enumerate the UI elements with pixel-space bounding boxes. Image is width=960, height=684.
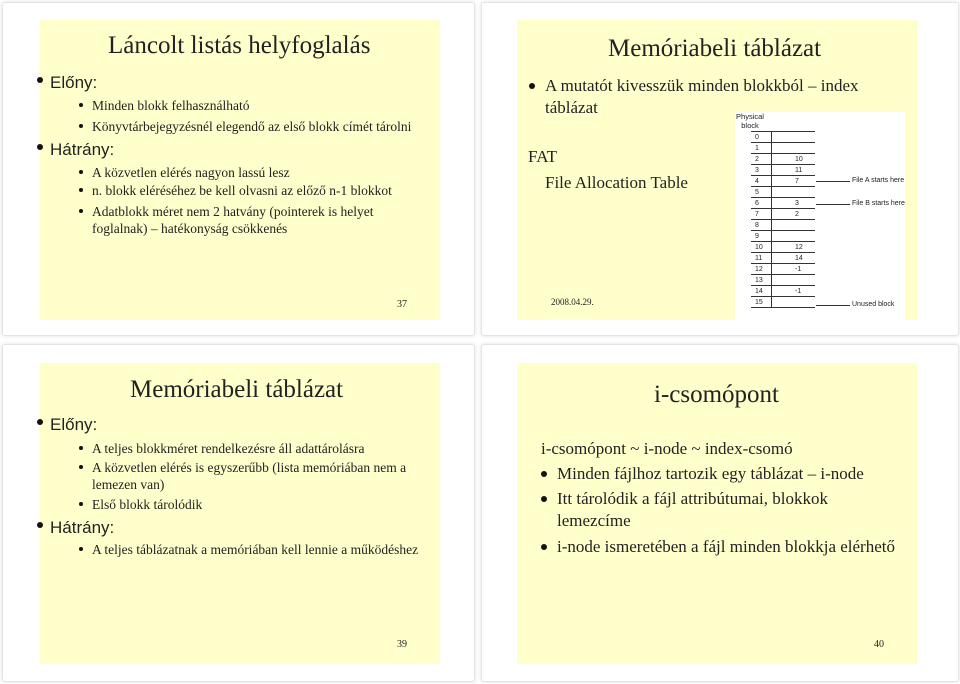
slide-40 [517, 363, 917, 664]
fat-figure [735, 112, 905, 320]
fat-label: FAT [528, 147, 557, 166]
block-index: 1 [755, 145, 759, 152]
page-number: 37 [397, 299, 407, 310]
list-item-continuation: lemezen van) [92, 477, 165, 492]
list-item: Minden blokk felhasználható [92, 97, 249, 114]
bullet-icon [79, 209, 83, 213]
pros-label: Előny: [50, 73, 97, 93]
list-item: Itt tárolódik a fájl attribútumai, blokkok [557, 488, 828, 510]
slide-title: Memóriabeli táblázat [130, 376, 344, 403]
bullet-icon [541, 471, 547, 477]
block-index: 13 [755, 277, 763, 284]
block-index: 12 [755, 266, 763, 273]
note-unused: Unused block [852, 301, 895, 308]
bullet-icon [529, 83, 535, 89]
list-item: Első blokk tárolódik [92, 496, 202, 513]
block-index: 7 [755, 211, 759, 218]
figure-header: Physical block [736, 112, 764, 130]
note-file-b: File B starts here [852, 200, 905, 207]
slide-title: Láncolt listás helyfoglalás [108, 32, 371, 59]
bullet-icon [79, 547, 83, 551]
bullet-icon [37, 144, 43, 150]
list-item-continuation: táblázat [545, 98, 598, 117]
next-block-pointer: 7 [795, 178, 799, 185]
bullet-icon [541, 496, 547, 502]
block-index: 9 [755, 233, 759, 240]
list-item: Minden fájlhoz tartozik egy táblázat – i-node [557, 463, 864, 485]
intro-line: i-csomópont ~ i-node ~ index-csomó [541, 439, 793, 458]
note-file-a: File A starts here [852, 177, 905, 184]
block-index: 3 [755, 167, 759, 174]
pointer-arrow [816, 305, 850, 306]
bullet-icon [37, 419, 43, 425]
page-number: 39 [397, 639, 407, 650]
bullet-icon [541, 544, 547, 550]
list-item: Adatblokk méret nem 2 hatvány (pointerek is helyet [92, 203, 374, 220]
list-item: A mutatót kivesszük minden blokkból – index [545, 75, 859, 97]
bullet-icon [79, 170, 83, 174]
block-index: 8 [755, 222, 759, 229]
list-item: A közvetlen elérés is egyszerűbb (lista memóriában nem a [92, 459, 406, 476]
bullet-icon [79, 465, 83, 469]
list-item-continuation: foglalnak) – hatékonyság csökkenés [92, 221, 288, 236]
fat-table-bottom-border [751, 307, 815, 308]
bullet-icon [37, 522, 43, 528]
cons-label: Hátrány: [50, 518, 114, 538]
pointer-arrow [816, 204, 850, 205]
next-block-pointer: 11 [795, 167, 803, 174]
list-item: n. blokk eléréséhez be kell olvasni az előző n-1 blokkot [92, 182, 392, 199]
fat-table-divider [771, 131, 772, 307]
slide-37 [40, 20, 440, 320]
cons-label: Hátrány: [50, 140, 114, 160]
list-item: A közvetlen elérés nagyon lassú lesz [92, 164, 290, 181]
pointer-arrow [816, 181, 850, 182]
next-block-pointer: -1 [795, 266, 802, 273]
block-index: 6 [755, 200, 759, 207]
bullet-icon [37, 77, 43, 83]
block-index: 15 [755, 299, 763, 306]
bullet-icon [79, 188, 83, 192]
next-block-pointer: -1 [795, 288, 802, 295]
block-index: 4 [755, 178, 759, 185]
slide-title: Memóriabeli táblázat [608, 35, 822, 62]
bullet-icon [79, 124, 83, 128]
bullet-icon [79, 103, 83, 107]
list-item: A teljes blokkméret rendelkezésre áll adattárolásra [92, 440, 365, 457]
list-item: A teljes táblázatnak a memóriában kell lennie a működéshez [92, 541, 418, 558]
next-block-pointer: 14 [795, 255, 803, 262]
block-index: 0 [755, 134, 759, 141]
bullet-icon [79, 502, 83, 506]
next-block-pointer: 12 [795, 244, 803, 251]
fat-expansion: File Allocation Table [545, 173, 688, 192]
block-index: 10 [755, 244, 763, 251]
slide-39 [40, 363, 440, 664]
bullet-icon [79, 446, 83, 450]
block-index: 14 [755, 288, 763, 295]
next-block-pointer: 10 [795, 156, 803, 163]
block-index: 11 [755, 255, 763, 262]
slide-title: i-csomópont [654, 381, 779, 408]
list-item-continuation: lemezcíme [557, 511, 631, 530]
pros-label: Előny: [50, 415, 97, 435]
block-index: 5 [755, 189, 759, 196]
slide-date: 2008.04.29. [551, 297, 594, 307]
page-number: 40 [874, 639, 884, 650]
next-block-pointer: 3 [795, 200, 799, 207]
list-item: Könyvtárbejegyzésnél elegendő az első blokk címét tárolni [92, 118, 411, 135]
list-item: i-node ismeretében a fájl minden blokkja elérhető [557, 536, 895, 558]
next-block-pointer: 2 [795, 211, 799, 218]
block-index: 2 [755, 156, 759, 163]
